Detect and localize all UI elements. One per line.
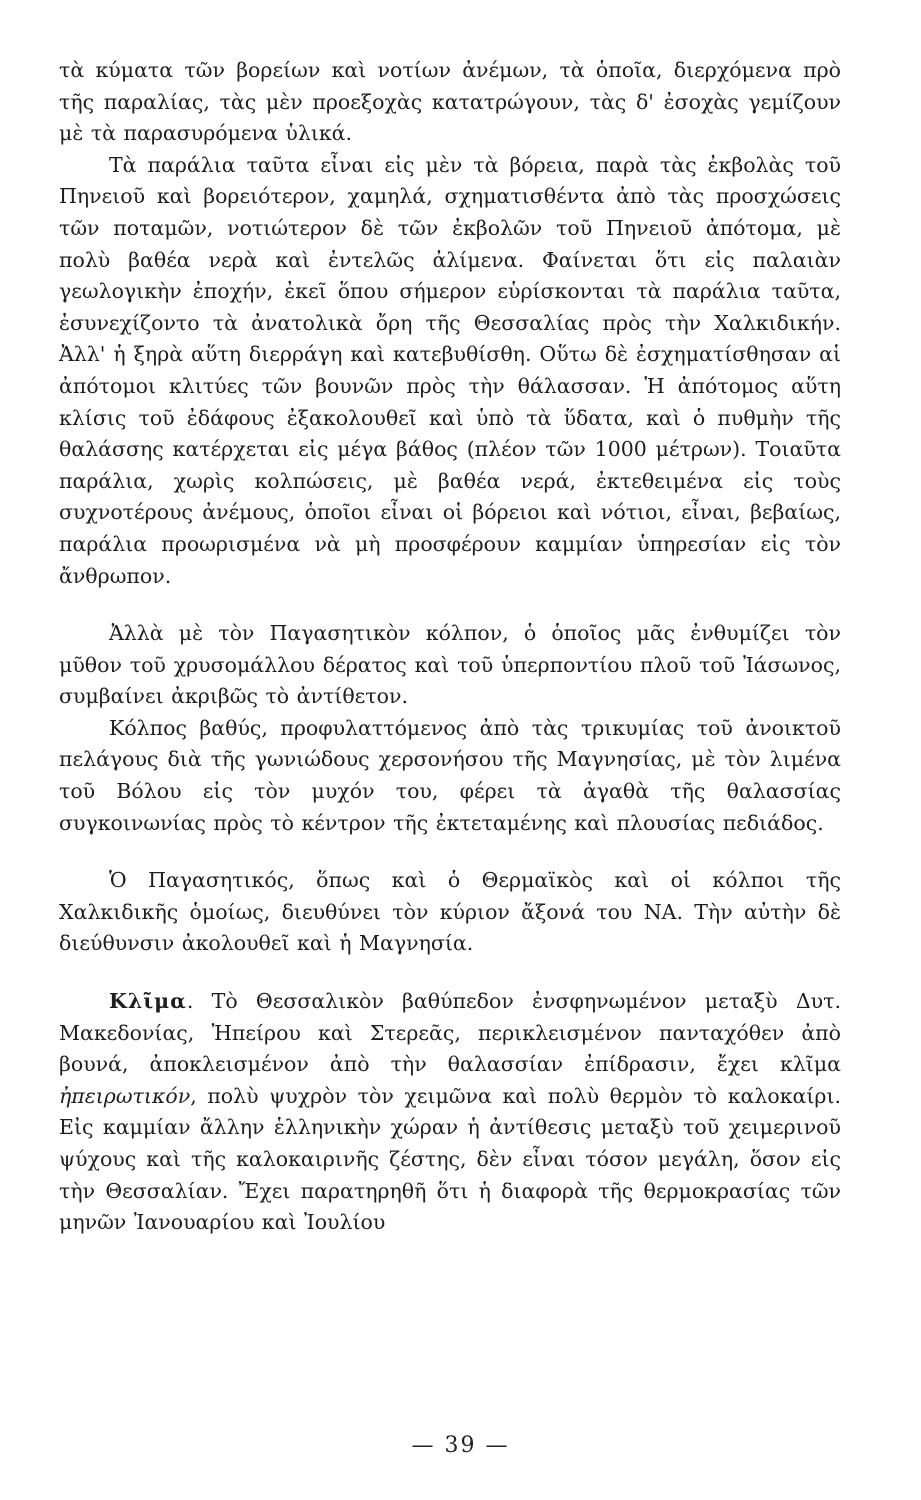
climate-italic-term: ἠπειρωτικόν — [59, 1083, 191, 1108]
paragraph-coastlines: Τὰ παράλια ταῦτα εἶναι εἰς μὲν τὰ βόρεια, παρὰ τὰς ἐκβολὰς τοῦ Πηνειοῦ καὶ βορειότερον, χαμηλά, σχηματισθέντα ἀπὸ τὰς προσχώσεις τῶν ποταμῶν, νοτιώτερον δὲ τῶν ἐκβολῶν τοῦ Πηνειοῦ ἀπότομα, μὲ πολὺ βαθέα νερὰ καὶ ἐντελῶς ἀλίμενα. Φαίνεται ὅτι εἰς παλαιὰν γεωλογικὴν ἐποχήν, ἐκεῖ ὅπου σήμερον εὑρίσκονται τὰ παράλια ταῦτα, ἐσυνεχίζοντο τὰ ἀνατολικὰ ὄρη τῆς Θεσσαλίας πρὸς τὴν Χαλκιδικήν. Ἀλλ' ἡ ξηρὰ αὕτη διερράγη καὶ κατεβυθίσθη. Οὕτω δὲ ἐσχηματίσθησαν αἱ ἀπότομοι κλιτύες τῶν βουνῶν πρὸς τὴν θάλασσαν. Ἡ ἀπότομος αὕτη κλίσις τοῦ ἐδάφους ἐξακολουθεῖ καὶ ὑπὸ τὰ ὕδατα, καὶ ὁ πυθμὴν τῆς θαλάσσης κατέρχεται εἰς μέγα βάθος (πλέον τῶν 1000 μέτρων). Τοιαῦτα παράλια, χωρὶς κολπώσεις, μὲ βαθέα νερά, ἐκτεθειμένα εἰς τοὺς συχνοτέρους ἀνέμους, ὁποῖοι εἶναι οἱ βόρειοι καὶ νότιοι, εἶναι, βεβαίως, παράλια προωρισμένα νὰ μὴ προσφέρουν καμμίαν ὑπηρεσίαν εἰς τὸν ἄνθρωπον. — [59, 152, 841, 588]
climate-text-after-italic: , πολὺ ψυχρὸν τὸν χειμῶνα καὶ πολὺ θερμὸν τὸ καλοκαίρι. Εἰς καμμίαν ἄλλην ἑλληνικὴν χώραν ἡ ἀντίθεσις μεταξὺ τοῦ χειμερινοῦ ψύχους καὶ τῆς καλοκαιρινῆς ζέστης, δὲν εἶναι τόσον μεγάλη, ὅσον εἰς τὴν Θεσσαλίαν. Ἔχει παρατηρηθῆ ὅτι ἡ διαφορὰ τῆς θερμοκρασίας τῶν μηνῶν Ἰανουαρίου καὶ Ἰουλίου — [59, 1083, 841, 1235]
climate-text-before-italic: . Τὸ Θεσσαλικὸν βαθύπεδον ἐνσφηνωμένον μεταξὺ Δυτ. Μακεδονίας, Ἠπείρου καὶ Στερεᾶς, περικλεισμένον πανταχόθεν ἀπὸ βουνά, ἀποκλεισμένον ἀπὸ τὴν θαλασσίαν ἐπίδρασιν, ἔχει κλῖμα — [59, 989, 841, 1077]
climate-heading: Κλῖμα — [109, 989, 187, 1014]
paragraph-deep-gulf-volos: Κόλπος βαθύς, προφυλαττόμενος ἀπὸ τὰς τρικυμίας τοῦ ἀνοικτοῦ πελάγους διὰ τῆς γωνιώδους χερσονήσου τῆς Μαγνησίας, μὲ τὸν λιμένα τοῦ Βόλου εἰς τὸν μυχόν του, φέρει τὰ ἀγαθὰ τῆς θαλασσίας συγκοινωνίας πρὸς τὸ κέντρον τῆς ἐκτεταμένης καὶ πλουσίας πεδιάδος. — [59, 715, 841, 835]
page-number: — 39 — — [411, 1433, 510, 1458]
paragraph-continuation-waves: τὰ κύματα τῶν βορείων καὶ νοτίων ἀνέμων, τὰ ὁποῖα, διερχόμενα πρὸ τῆς παραλίας, τὰς μὲν προεξοχὰς κατατρώγουν, τὰς δ' ἐσοχὰς γεμίζουν μὲ τὰ παρασυρόμενα ὑλικά. — [59, 58, 841, 146]
book-page — [59, 55, 841, 1239]
paragraph-gulf-axis: Ὁ Παγασητικός, ὅπως καὶ ὁ Θερμαϊκὸς καὶ οἱ κόλποι τῆς Χαλκιδικῆς ὁμοίως, διευθύνει τὸν κύριον ἄξονά του ΝΑ. Τὴν αὐτὴν δὲ διεύθυνσιν ἀκολουθεῖ καὶ ἡ Μαγνησία. — [59, 868, 841, 956]
paragraph-climate — [59, 986, 841, 1239]
paragraph-pagasetic-gulf-intro: Ἀλλὰ μὲ τὸν Παγασητικὸν κόλπον, ὁ ὁποῖος μᾶς ἐνθυμίζει τὸν μῦθον τοῦ χρυσομάλλου δέρατος καὶ τοῦ ὑπερποντίου πλοῦ τοῦ Ἰάσωνος, συμβαίνει ἀκριβῶς τὸ ἀντίθετον. — [59, 621, 841, 709]
